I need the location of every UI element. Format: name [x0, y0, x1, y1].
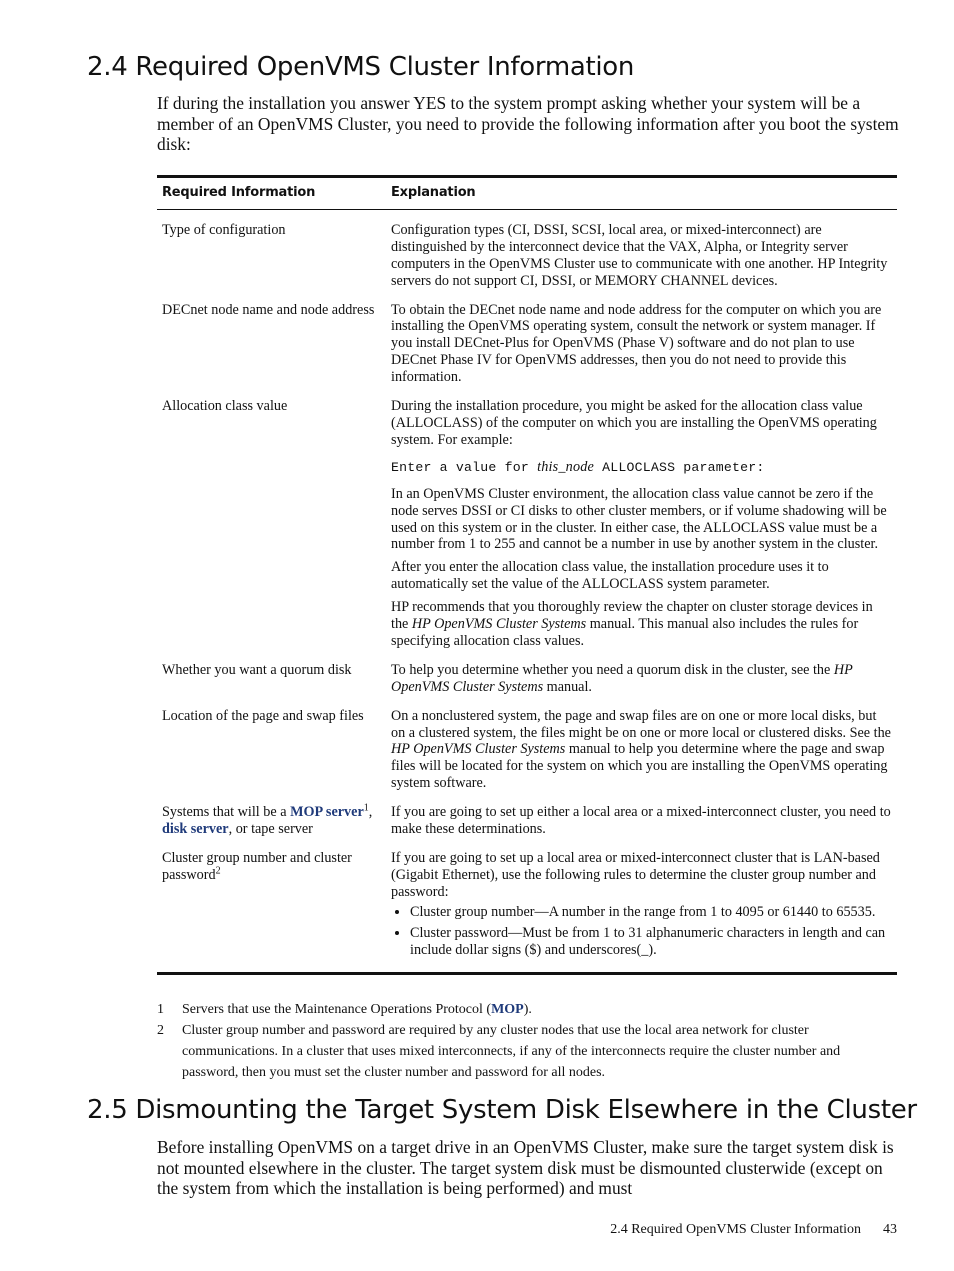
servers-suffix: , or tape server	[228, 821, 313, 838]
alloc-explanation-4b: manual. This manual also includes the rules for specifying allocation class values.	[391, 616, 859, 649]
swap-text-a: On a nonclustered system, the page and swap files are on one or more local disks, but on a clustered system, the files might be on one or more local or clustered disks. See the	[391, 707, 891, 741]
servers-separator: ,	[368, 804, 373, 821]
row-explanation: If you are going to set up either a local area or a mixed-interconnect cluster, you need to make these determinations.	[391, 804, 891, 838]
list-item: • Cluster group number—A number in the range from 1 to 4095 or 61440 to 65535.	[410, 904, 892, 921]
alloc-explanation-4a: HP recommends that you thoroughly review the chapter on cluster storage devices in the	[391, 599, 873, 633]
table-header-row	[157, 177, 897, 210]
row-explanation	[386, 844, 897, 974]
section-heading-2-5: 2.5 Dismounting the Target System Disk Elsewhere in the Cluster	[87, 1095, 917, 1125]
footnote-number: 2	[157, 1023, 164, 1038]
running-title: 2.4 Required OpenVMS Cluster Information	[610, 1222, 861, 1237]
footnote-number: 1	[157, 1002, 164, 1017]
footnote-ref-2[interactable]: 2	[215, 865, 221, 877]
row-info	[157, 798, 386, 844]
footnote-text-b: ).	[523, 1002, 532, 1017]
swap-text-b: manual to help you determine where the page and swap files will be located for the system on which you are installing the OpenVMS operating system software.	[391, 741, 888, 792]
section-2-4-intro: If during the installation you answer YES to the system prompt asking whether your system will be a member of an OpenVMS Cluster, you need to provide the following information after you boot the system disk:	[157, 93, 899, 155]
alloc-explanation-3: After you enter the allocation class value, the installation procedure uses it to automatically set the value of the ALLOCLASS system parameter.	[391, 559, 829, 593]
footnote-ref-1[interactable]: 1	[363, 802, 369, 814]
manual-title: HP OpenVMS Cluster Systems	[411, 616, 587, 633]
section-heading-2-4: 2.4 Required OpenVMS Cluster Information	[87, 52, 635, 82]
table-row	[157, 656, 897, 702]
disk-server-link[interactable]: disk server	[162, 821, 229, 838]
alloc-code-example	[391, 459, 892, 477]
quorum-text-b: manual.	[546, 678, 592, 695]
quorum-text-a: To help you determine whether you need a quorum disk in the cluster, see the	[391, 661, 831, 678]
row-explanation: To obtain the DECnet node name and node address for the computer on which you are installing the OpenVMS operating system, consult the network or system manager. If you install DECnet-Plus for OpenVMS (Phase V) software and do not plan to use DECnet Phase IV for OpenVMS addresses, then you do not need to provide this information.	[391, 301, 882, 386]
table-row	[157, 296, 897, 393]
row-info: Type of configuration	[162, 221, 286, 238]
footnote-2	[157, 1020, 899, 1083]
code-variable: this_node	[537, 458, 595, 475]
footnote-1	[157, 999, 899, 1020]
cluster-group-explanation: If you are going to set up a local area or mixed-interconnect cluster that is LAN-based (Gigabit Ethernet), use the following rules to determine the cluster group number and password:	[391, 850, 880, 900]
row-explanation	[386, 392, 897, 656]
table-row	[157, 798, 897, 844]
cluster-info-table	[157, 175, 897, 975]
section-2-5-body: Before installing OpenVMS on a target drive in an OpenVMS Cluster, make sure the target system disk is not mounted elsewhere in the cluster. The target system disk must be dismounted clusterwide (except on the system from which the installation is being performed) and must	[157, 1137, 894, 1199]
row-explanation	[386, 656, 897, 702]
row-info: DECnet node name and node address	[162, 301, 375, 318]
row-info: Whether you want a quorum disk	[162, 661, 352, 678]
alloc-explanation-2: In an OpenVMS Cluster environment, the allocation class value cannot be zero if the node serves DSSI or CI disks to other cluster members, or if volume shadowing will be used on this system or in the cluster. In either case, the ALLOCLASS value must be a number from 1 to 255 and cannot be a number in use by another system in the cluster.	[391, 485, 887, 553]
mop-server-link[interactable]: MOP server	[290, 804, 364, 821]
manual-title: HP OpenVMS Cluster Systems	[391, 741, 566, 758]
servers-prefix: Systems that will be a	[162, 804, 287, 821]
table-row	[157, 844, 897, 974]
table-row	[157, 209, 897, 295]
page-number: 43	[883, 1222, 897, 1237]
alloc-explanation-1: During the installation procedure, you might be asked for the allocation class value (ALLOCLASS) of the computer on which you are installing the OpenVMS operating system. For example:	[391, 398, 877, 448]
list-item: • Cluster password—Must be from 1 to 31 alphanumeric characters in length and can include dollar signs ($) and underscores(_).	[410, 925, 892, 959]
code-suffix: ALLOCLASS parameter:	[602, 459, 765, 475]
row-info: Location of the page and swap files	[162, 707, 364, 724]
manual-title: HP OpenVMS Cluster Systems	[391, 661, 853, 695]
table-row	[157, 392, 897, 656]
page-footer	[610, 1222, 897, 1238]
table-row	[157, 702, 897, 799]
code-prefix: Enter a value for	[391, 459, 529, 475]
mop-link[interactable]: MOP	[491, 1002, 524, 1017]
row-explanation: Configuration types (CI, DSSI, SCSI, local area, or mixed-interconnect) are distinguished by the interconnect device that the VAX, Alpha, or Integrity server computers in the OpenVMS Cluster use to communicate with one another. HP Integrity servers do not support CI, DSSI, or MEMORY CHANNEL devices.	[391, 221, 888, 289]
footnote-text	[182, 999, 899, 1020]
header-required-information: Required Information	[157, 177, 386, 210]
header-explanation: Explanation	[386, 177, 897, 210]
alloc-explanation-4	[391, 599, 892, 650]
footnote-text: Cluster group number and password are required by any cluster nodes that use the local area network for cluster communications. In a cluster that uses mixed interconnects, if any of the interconnects require the cluster number and password, then you must set the cluster number and password for all nodes.	[182, 1023, 841, 1080]
cluster-group-label: Cluster group number and cluster password	[162, 850, 352, 883]
footnote-text-a: Servers that use the Maintenance Operations Protocol (	[182, 1002, 492, 1017]
row-explanation	[386, 702, 897, 799]
cluster-rules-list	[391, 904, 892, 959]
row-info	[157, 844, 386, 974]
row-info: Allocation class value	[162, 398, 288, 415]
